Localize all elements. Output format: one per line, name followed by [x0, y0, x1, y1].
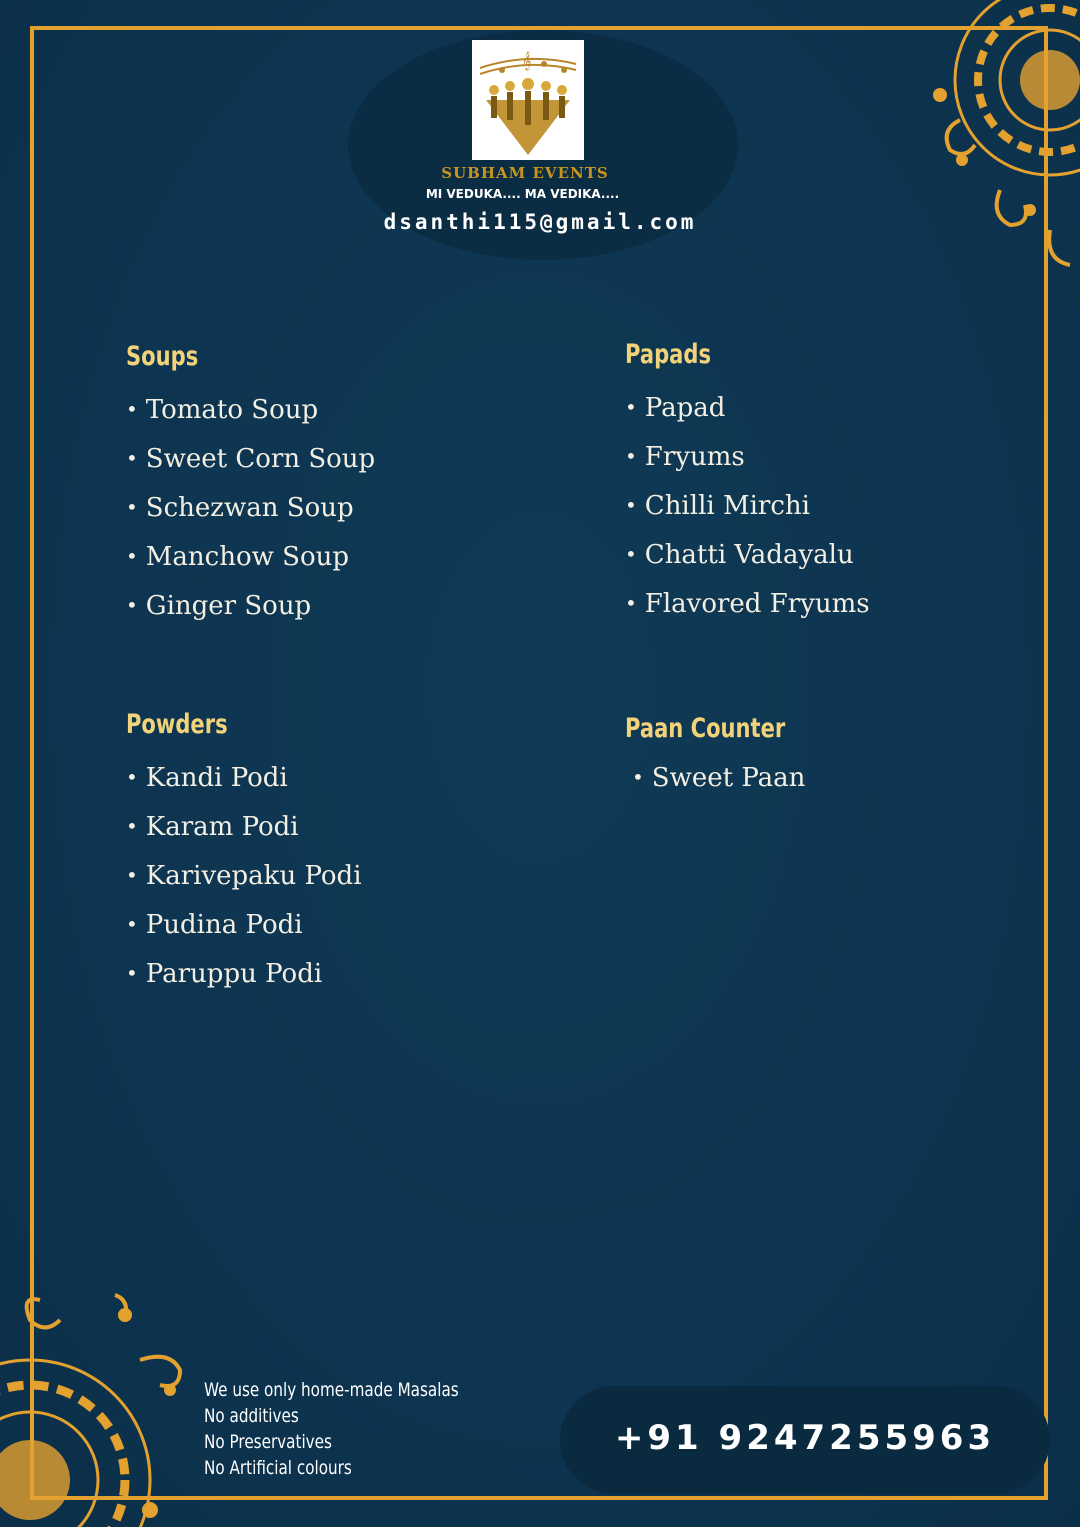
footer-notes — [204, 1377, 459, 1481]
list-item: • Chilli Mirchi — [625, 491, 810, 521]
papads-section — [625, 339, 870, 628]
note-line: No additives — [204, 1405, 299, 1427]
list-item: • Fryums — [625, 442, 745, 472]
note-line: We use only home-made Masalas — [204, 1379, 459, 1401]
paan-counter-section — [625, 713, 830, 802]
paan-list — [625, 753, 830, 802]
singers-logo-icon — [472, 40, 584, 160]
list-item: • Tomato Soup — [126, 395, 319, 425]
section-title: Soups — [126, 341, 199, 372]
section-title: Paan Counter — [625, 713, 786, 744]
mandala-ornament-bottom-left-icon — [0, 1270, 200, 1527]
list-item: • Ginger Soup — [126, 591, 312, 621]
phone-number[interactable]: +91 9247255963 — [614, 1418, 996, 1458]
list-item: • Karivepaku Podi — [126, 861, 362, 891]
powders-list — [126, 753, 362, 998]
list-item: • Manchow Soup — [126, 542, 349, 572]
list-item: • Pudina Podi — [126, 910, 303, 940]
list-item: • Schezwan Soup — [126, 493, 354, 523]
logo — [472, 40, 584, 160]
papads-list — [625, 383, 870, 628]
soups-list — [126, 385, 375, 630]
list-item: • Papad — [625, 393, 726, 423]
powders-section — [126, 709, 362, 998]
list-item: • Sweet Corn Soup — [126, 444, 376, 474]
soups-section — [126, 341, 375, 630]
list-item: • Paruppu Podi — [126, 959, 323, 989]
list-item: • Flavored Fryums — [625, 589, 870, 619]
note-line: No Preservatives — [204, 1431, 332, 1453]
mandala-ornament-top-right-icon — [900, 0, 1080, 290]
brand-tagline: MI VEDUKA.... MA VEDIKA.... — [425, 187, 620, 201]
list-item: • Sweet Paan — [632, 763, 806, 793]
note-line: No Artificial colours — [204, 1457, 352, 1479]
section-title: Papads — [625, 339, 711, 370]
list-item: • Karam Podi — [126, 812, 299, 842]
brand-name: SUBHAM EVENTS — [441, 164, 609, 182]
list-item: • Kandi Podi — [126, 763, 288, 793]
list-item: • Chatti Vadayalu — [625, 540, 854, 570]
email-address[interactable]: dsanthi115@gmail.com — [383, 210, 697, 234]
section-title: Powders — [126, 709, 228, 740]
svg-text:𝄞: 𝄞 — [522, 51, 532, 70]
